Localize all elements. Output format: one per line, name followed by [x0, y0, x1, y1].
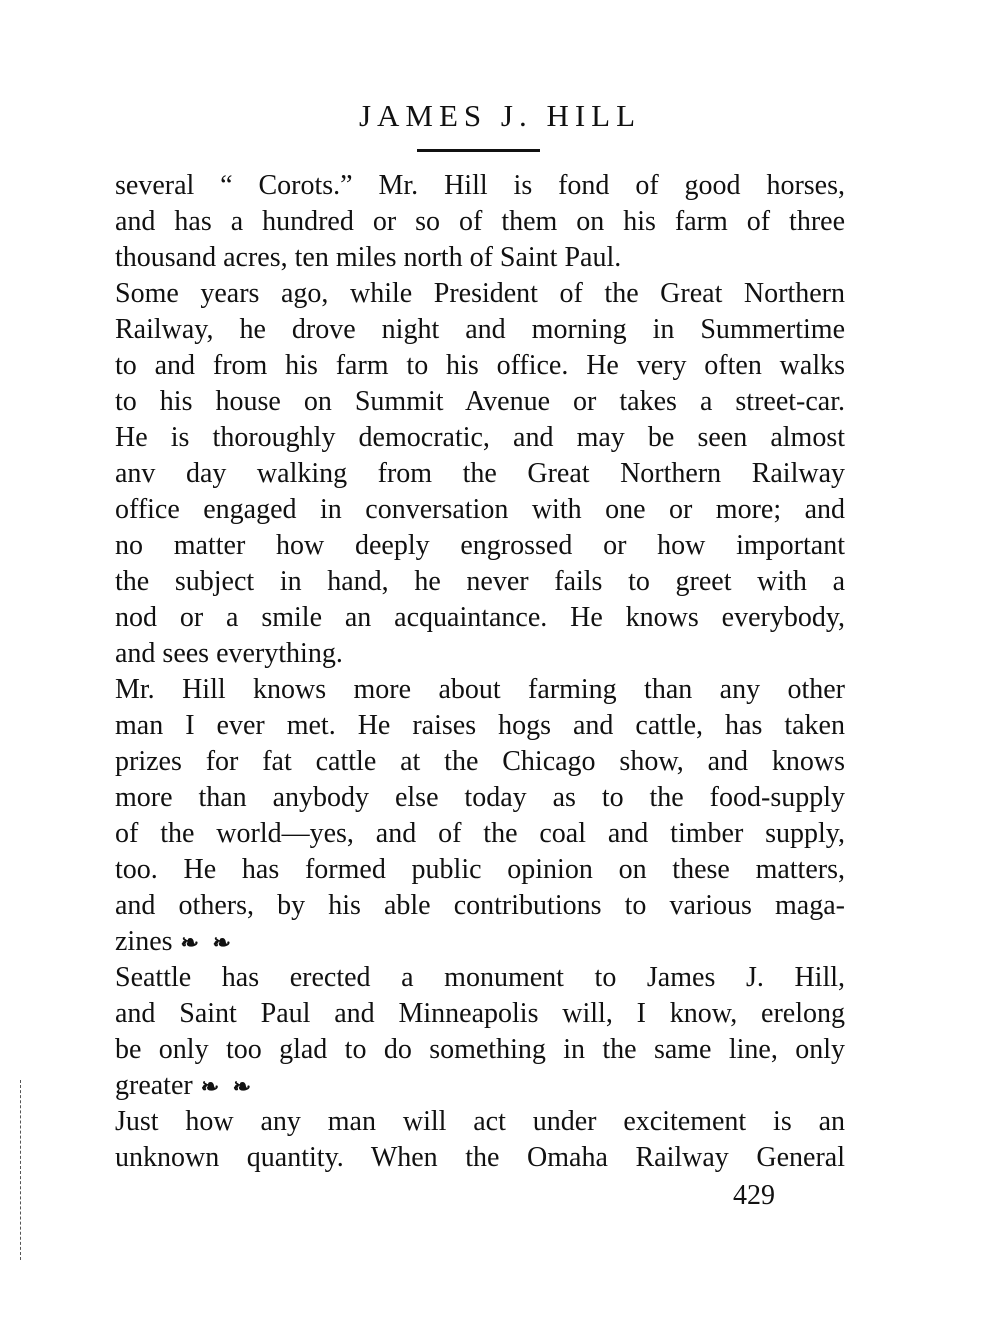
page-title: JAMES J. HILL — [358, 98, 642, 133]
body-text — [115, 168, 845, 1176]
text-line: thousand acres, ten miles north of Saint Paul. — [115, 242, 622, 273]
text-line: Some years ago, while President of the Great Northern — [115, 278, 845, 309]
text-line: be only too glad to do something in the same line, only — [115, 1034, 845, 1065]
page-number: 429 — [733, 1180, 775, 1211]
text-line: too. He has formed public opinion on these matters, — [115, 854, 845, 885]
text-line: more than anybody else today as to the food-supply — [115, 782, 845, 813]
text-fragment: zines — [115, 926, 173, 957]
text-line: Railway, he drove night and morning in Summertime — [115, 314, 845, 345]
text-line: to his house on Summit Avenue or takes a street-car. — [115, 386, 845, 417]
text-line: no matter how deeply engrossed or how important — [115, 530, 845, 561]
ornament-icon: ❧ ❧ — [180, 930, 235, 955]
margin-scan-mark — [20, 1080, 21, 1260]
text-line: and others, by his able contributions to various maga- — [115, 890, 845, 921]
text-line: the subject in hand, he never fails to greet with a — [115, 566, 845, 597]
text-line: and Saint Paul and Minneapolis will, I know, erelong — [115, 998, 845, 1029]
text-line-with-ornament — [115, 1068, 845, 1104]
text-line: Mr. Hill knows more about farming than any other — [115, 674, 845, 705]
text-line: several “ Corots.” Mr. Hill is fond of good horses, — [115, 170, 845, 201]
text-line: He is thoroughly democratic, and may be seen almost — [115, 422, 845, 453]
ornament-icon: ❧ ❧ — [200, 1074, 256, 1099]
text-line: anv day walking from the Great Northern Railway — [115, 458, 845, 489]
text-line: Seattle has erected a monument to James J. Hill, — [115, 962, 845, 993]
text-line-with-ornament — [115, 924, 845, 960]
text-line: Just how any man will act under excitement is an — [115, 1106, 845, 1137]
text-line: to and from his farm to his office. He very often walks — [115, 350, 845, 381]
text-line: office engaged in conversation with one or more; and — [115, 494, 845, 525]
title-rule — [417, 149, 540, 152]
text-fragment: greater — [115, 1070, 193, 1101]
text-line: and sees everything. — [115, 638, 343, 669]
text-line: of the world—yes, and of the coal and timber supply, — [115, 818, 845, 849]
text-line: and has a hundred or so of them on his farm of three — [115, 206, 845, 237]
text-line: unknown quantity. When the Omaha Railway General — [115, 1142, 845, 1173]
text-line: man I ever met. He raises hogs and cattle, has taken — [115, 710, 845, 741]
text-line: prizes for fat cattle at the Chicago show, and knows — [115, 746, 845, 777]
text-line: nod or a smile an acquaintance. He knows everybody, — [115, 602, 845, 633]
